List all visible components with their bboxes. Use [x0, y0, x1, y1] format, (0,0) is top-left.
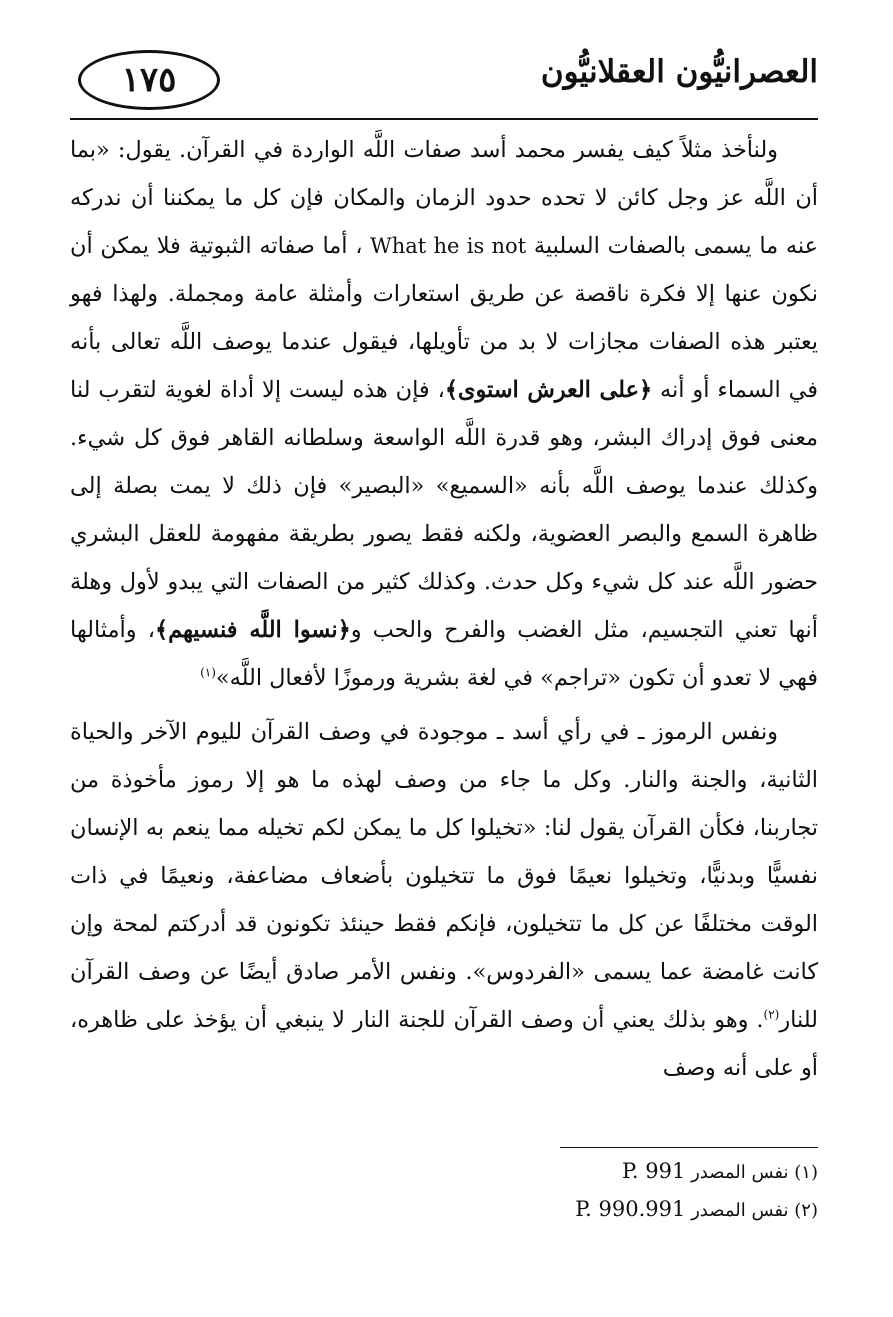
p1-text-3: ، أما صفاته الثبوتية فلا يمكن أن نكون عنها إلا فكرة ناقصة عن طريق استعارات وأمثلة عامة ومجملة. ولهذا فهو يعتبر هذه الصفات مجازات لا بد من تأويلها، فيقول عندما يوصف اللَّه تعالى بأنه في السماء أو أنه [70, 233, 818, 403]
footnote-number: (١) [794, 1162, 818, 1183]
footnote-number: (٢) [794, 1200, 818, 1221]
running-title: العصرانيُّون العقلانيُّون [540, 54, 818, 90]
footnote-page-ref: P. 991 [622, 1159, 686, 1183]
quran-quote-1: ﴿على العرش استوى﴾ [444, 377, 653, 403]
footnote-page-ref: P. 990.991 [575, 1197, 686, 1221]
header-rule [70, 118, 818, 120]
page-header [70, 44, 818, 116]
footnote-rule [560, 1147, 818, 1148]
p1-latin-phrase: What he is not [370, 234, 527, 258]
p1-text-1: ولنأخذ مثلاً كيف يفسر محمد أسد صفات اللَّه الواردة في القرآن. [179, 137, 778, 163]
footnote-1 [470, 1153, 818, 1191]
p2-text-1: ونفس الرموز ـ في رأي أسد ـ موجودة في وصف القرآن لليوم الآخر والحياة الثانية، والجنة والنار. وكل ما جاء من وصف لهذه ما هو إلا رموز مأخوذة من تجاربنا، فكأن القرآن يقول لنا: «تخيلوا كل ما يمكن لكم تخيله مما ينعم به الإنسان نفسيًّا وبدنيًّا، وتخيلوا نعيمًا فوق ما تتخيلون بأضعاف مضاعفة، ونعيمًا في ذات الوقت مختلفًا عن كل ما تتخيلون، فإنكم فقط حينئذ تكونون قد أدركتم لمحة وإن كانت غامضة عما يسمى «الفردوس». ونفس الأمر صادق أيضًا عن وصف القرآن للنار [70, 719, 818, 1033]
footnotes [470, 1153, 818, 1229]
footnote-ref-1: (١) [200, 665, 216, 680]
footnote-ref-2: (٢) [763, 1007, 780, 1022]
quran-quote-2: ﴿نسوا اللَّه فنسيهم﴾ [154, 617, 351, 643]
body-text [70, 126, 818, 1092]
footnote-2 [470, 1191, 818, 1229]
page-number: ١٧٥ [121, 60, 177, 100]
p1-text-5: ، وأمثالها فهي لا تعدو أن تكون «تراجم» في لغة بشرية ورموزًا لأفعال اللَّه» [70, 617, 818, 691]
footnote-text: نفس المصدر [691, 1200, 789, 1221]
footnote-text: نفس المصدر [691, 1162, 789, 1183]
page-number-badge [78, 50, 220, 110]
p2-text-2: . وهو بذلك يعني أن وصف القرآن للجنة النار لا ينبغي أن يؤخذ على ظاهره، أو على أنه وصف [70, 1007, 818, 1081]
p1-text-4: ، فإن هذه ليست إلا أداة لغوية لتقرب لنا معنى فوق إدراك البشر، وهو قدرة اللَّه الواسعة وسلطانه القاهر فوق كل شيء. وكذلك عندما يوصف اللَّه بأنه «السميع» «البصير» فإن ذلك لا يمت بصلة إلى ظاهرة السمع والبصر العضوية، ولكنه فقط يصور بطريقة مفهومة للعقل البشري حضور اللَّه عند كل شيء وكل حدث. وكذلك كثير من الصفات التي يبدو لأول وهلة أنها تعني التجسيم، مثل الغضب والفرح والحب و [70, 377, 818, 643]
p1-text-2: يقول: «بما أن اللَّه عز وجل كائن لا تحده حدود الزمان والمكان فإن كل ما يمكننا أن ندركه عنه ما يسمى بالصفات السلبية [70, 137, 819, 259]
paragraph-1 [70, 126, 818, 702]
paragraph-2 [70, 708, 818, 1092]
